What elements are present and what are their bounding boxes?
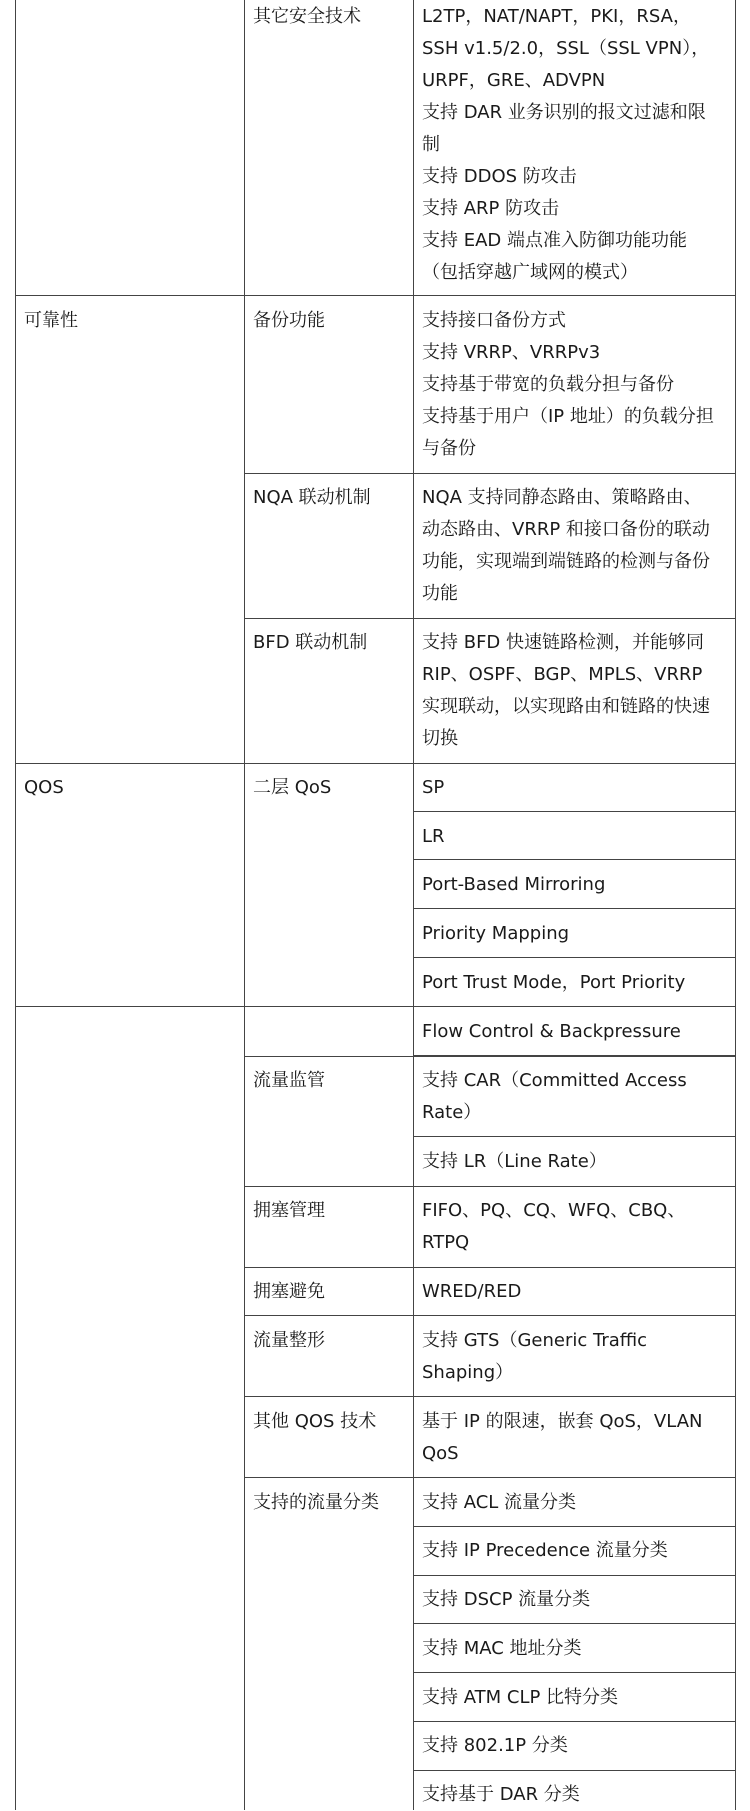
detail-text: LR bbox=[422, 826, 445, 847]
feature-cell: 拥塞管理 bbox=[253, 1200, 325, 1221]
detail-text: 基于 IP 的限速，嵌套 QoS，VLAN QoS bbox=[422, 1411, 703, 1464]
row-divider bbox=[244, 1267, 736, 1268]
feature-cell: 流量监管 bbox=[253, 1070, 325, 1091]
cell-divider bbox=[413, 1623, 736, 1624]
row-divider bbox=[244, 1186, 736, 1187]
cell-divider bbox=[413, 1526, 736, 1527]
row-divider bbox=[244, 618, 736, 619]
category-cell: 可靠性 bbox=[24, 310, 78, 331]
cell-divider bbox=[413, 957, 736, 958]
section-divider bbox=[15, 763, 736, 764]
table-border-right bbox=[735, 0, 736, 1810]
detail-text: 支持 ATM CLP 比特分类 bbox=[422, 1687, 619, 1708]
feature-cell: 其它安全技术 bbox=[253, 6, 361, 27]
cell-divider bbox=[413, 1672, 736, 1673]
cell-divider bbox=[413, 1575, 736, 1576]
feature-cell: NQA 联动机制 bbox=[253, 487, 371, 508]
detail-text: 支持接口备份方式 bbox=[422, 310, 566, 331]
feature-cell: 支持的流量分类 bbox=[253, 1492, 379, 1513]
feature-cell: 流量整形 bbox=[253, 1330, 325, 1351]
detail-text: 支持 IP Precedence 流量分类 bbox=[422, 1540, 668, 1561]
row-divider bbox=[244, 1315, 736, 1316]
row-divider bbox=[244, 1056, 736, 1057]
detail-text: 支持 MAC 地址分类 bbox=[422, 1638, 582, 1659]
detail-text: L2TP，NAT/NAPT，PKI，RSA， SSH v1.5/2.0，SSL（SSL VPN）， URPF，GRE、ADVPN bbox=[422, 6, 710, 91]
cell-divider bbox=[413, 859, 736, 860]
detail-text: 支持基于带宽的负载分担与备份 bbox=[422, 374, 674, 395]
detail-text: NQA 支持同静态路由、策略路由、 动态路由、VRRP 和接口备份的联动 功能，实现端到端链路的检测与备份 功能 bbox=[422, 487, 710, 604]
section-divider bbox=[15, 295, 736, 296]
detail-text: 支持 DSCP 流量分类 bbox=[422, 1589, 591, 1610]
detail-text: FIFO、PQ、CQ、WFQ、CBQ、 RTPQ bbox=[422, 1200, 686, 1253]
cell-divider bbox=[413, 1770, 736, 1771]
detail-text: Port Trust Mode，Port Priority bbox=[422, 972, 686, 993]
cell-divider bbox=[413, 1136, 736, 1137]
detail-text: 支持基于 DAR 分类 bbox=[422, 1784, 580, 1805]
row-divider bbox=[244, 1396, 736, 1397]
feature-cell: 其他 QOS 技术 bbox=[253, 1411, 377, 1432]
row-divider bbox=[244, 473, 736, 474]
feature-cell: 备份功能 bbox=[253, 310, 325, 331]
detail-text: 支持 BFD 快速链路检测，并能够同 RIP、OSPF、BGP、MPLS、VRRP 实现联动，以实现路由和链路的快速 切换 bbox=[422, 632, 710, 749]
detail-text: 支持 LR（Line Rate） bbox=[422, 1151, 607, 1172]
detail-text: 支持 ACL 流量分类 bbox=[422, 1492, 577, 1513]
detail-text: 支持 CAR（Committed Access Rate） bbox=[422, 1070, 687, 1123]
feature-cell: 拥塞避免 bbox=[253, 1281, 325, 1302]
category-cell: QOS bbox=[24, 777, 64, 798]
detail-text: 支持 802.1P 分类 bbox=[422, 1735, 568, 1756]
detail-text: 支持 VRRP、VRRPv3 bbox=[422, 342, 601, 363]
detail-text: 支持 ARP 防攻击 bbox=[422, 198, 560, 219]
column-divider-1 bbox=[244, 0, 245, 1810]
detail-text: SP bbox=[422, 777, 445, 798]
cell-divider bbox=[413, 811, 736, 812]
detail-text: Flow Control & Backpressure bbox=[422, 1021, 681, 1042]
cell-divider bbox=[413, 1721, 736, 1722]
feature-cell: 二层 QoS bbox=[253, 777, 332, 798]
detail-text: 支持 GTS（Generic Traffic Shaping） bbox=[422, 1330, 648, 1383]
detail-text: 支持 DAR 业务识别的报文过滤和限 制 bbox=[422, 102, 706, 155]
feature-cell: BFD 联动机制 bbox=[253, 632, 368, 653]
detail-text: Port-Based Mirroring bbox=[422, 874, 606, 895]
detail-text: 支持 EAD 端点准入防御功能功能 （包括穿越广域网的模式） bbox=[422, 230, 687, 283]
section-divider bbox=[15, 1006, 736, 1007]
row-divider bbox=[244, 1477, 736, 1478]
detail-text: Priority Mapping bbox=[422, 923, 570, 944]
detail-text: WRED/RED bbox=[422, 1281, 522, 1302]
table-border-left bbox=[15, 0, 16, 1810]
detail-text: 支持基于用户（IP 地址）的负载分担 与备份 bbox=[422, 406, 714, 459]
detail-text: 支持 DDOS 防攻击 bbox=[422, 166, 577, 187]
cell-divider bbox=[413, 908, 736, 909]
column-divider-2 bbox=[413, 0, 414, 1810]
